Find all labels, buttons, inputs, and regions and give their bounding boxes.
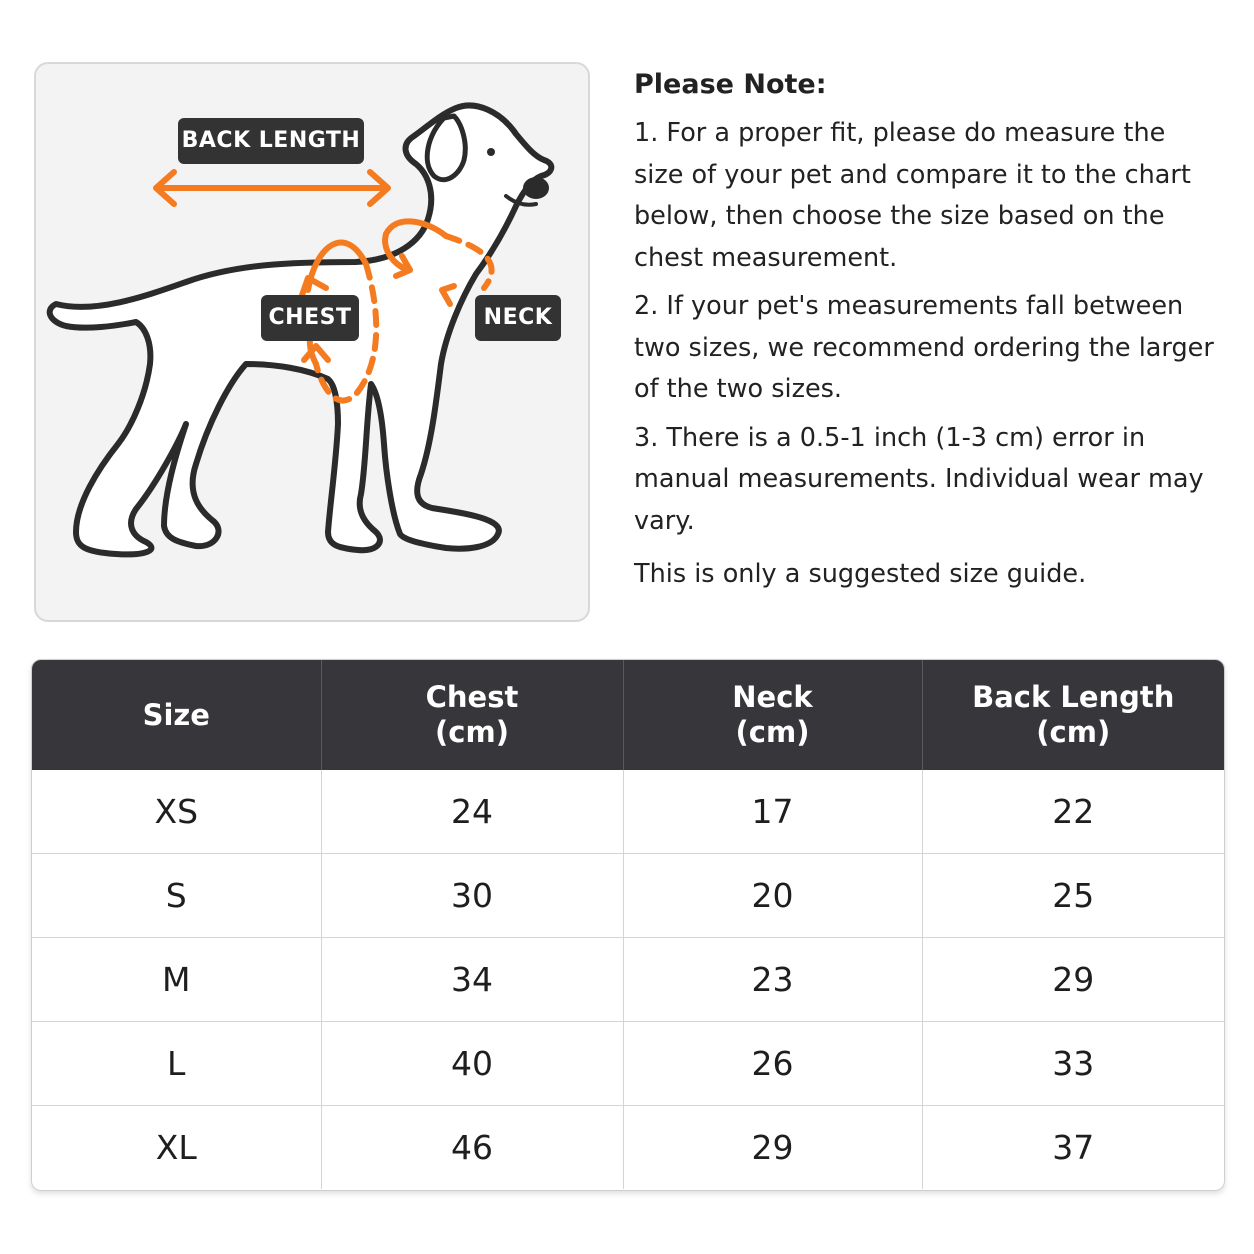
header-size: Size xyxy=(32,660,321,770)
table-header-row xyxy=(32,660,1224,770)
dog-nose xyxy=(523,177,549,199)
header-back-length: Back Length (cm) xyxy=(922,660,1224,770)
chest-cell: 46 xyxy=(321,1106,623,1190)
size-cell: XL xyxy=(32,1106,321,1190)
back-length-cell: 37 xyxy=(922,1106,1224,1190)
neck-cell: 26 xyxy=(623,1022,922,1106)
back-length-cell: 33 xyxy=(922,1022,1224,1106)
chest-cell: 40 xyxy=(321,1022,623,1106)
size-cell: S xyxy=(32,854,321,938)
size-cell: L xyxy=(32,1022,321,1106)
table-row xyxy=(32,938,1224,1022)
back-length-arrow xyxy=(156,172,388,204)
notes-footer: This is only a suggested size guide. xyxy=(634,559,1087,589)
measurement-diagram xyxy=(34,62,590,622)
chest-cell: 24 xyxy=(321,770,623,854)
header-neck: Neck (cm) xyxy=(623,660,922,770)
table-row xyxy=(32,1106,1224,1190)
size-table xyxy=(31,659,1225,1191)
chest-label: CHEST xyxy=(261,295,359,341)
note-item-2: 2. If your pet's measurements fall between two sizes, we recommend ordering the larger of the two sizes. xyxy=(634,291,1214,404)
note-item-3: 3. There is a 0.5-1 inch (1-3 cm) error in manual measurements. Individual wear may vary. xyxy=(634,422,1204,536)
neck-cell: 20 xyxy=(623,854,922,938)
note-item-1: 1. For a proper fit, please do measure the size of your pet and compare it to the chart below, then choose the size based on the chest measurement. xyxy=(634,118,1191,273)
table-row xyxy=(32,854,1224,938)
chest-cell: 34 xyxy=(321,938,623,1022)
neck-label: NECK xyxy=(475,295,561,341)
neck-cell: 29 xyxy=(623,1106,922,1190)
notes-heading: Please Note: xyxy=(634,69,827,100)
back-length-cell: 25 xyxy=(922,854,1224,938)
header-chest: Chest (cm) xyxy=(321,660,623,770)
notes-panel xyxy=(634,64,1214,603)
reflection-fade xyxy=(0,1200,1254,1254)
dog-eye xyxy=(487,148,495,156)
table-row xyxy=(32,1022,1224,1106)
neck-cell: 23 xyxy=(623,938,922,1022)
chest-cell: 30 xyxy=(321,854,623,938)
table-row xyxy=(32,770,1224,854)
back-length-cell: 22 xyxy=(1052,792,1095,831)
size-cell: XS xyxy=(32,770,321,854)
back-length-cell: 29 xyxy=(922,938,1224,1022)
size-cell: M xyxy=(32,938,321,1022)
neck-cell: 17 xyxy=(623,770,922,854)
back-length-label: BACK LENGTH xyxy=(178,118,364,164)
